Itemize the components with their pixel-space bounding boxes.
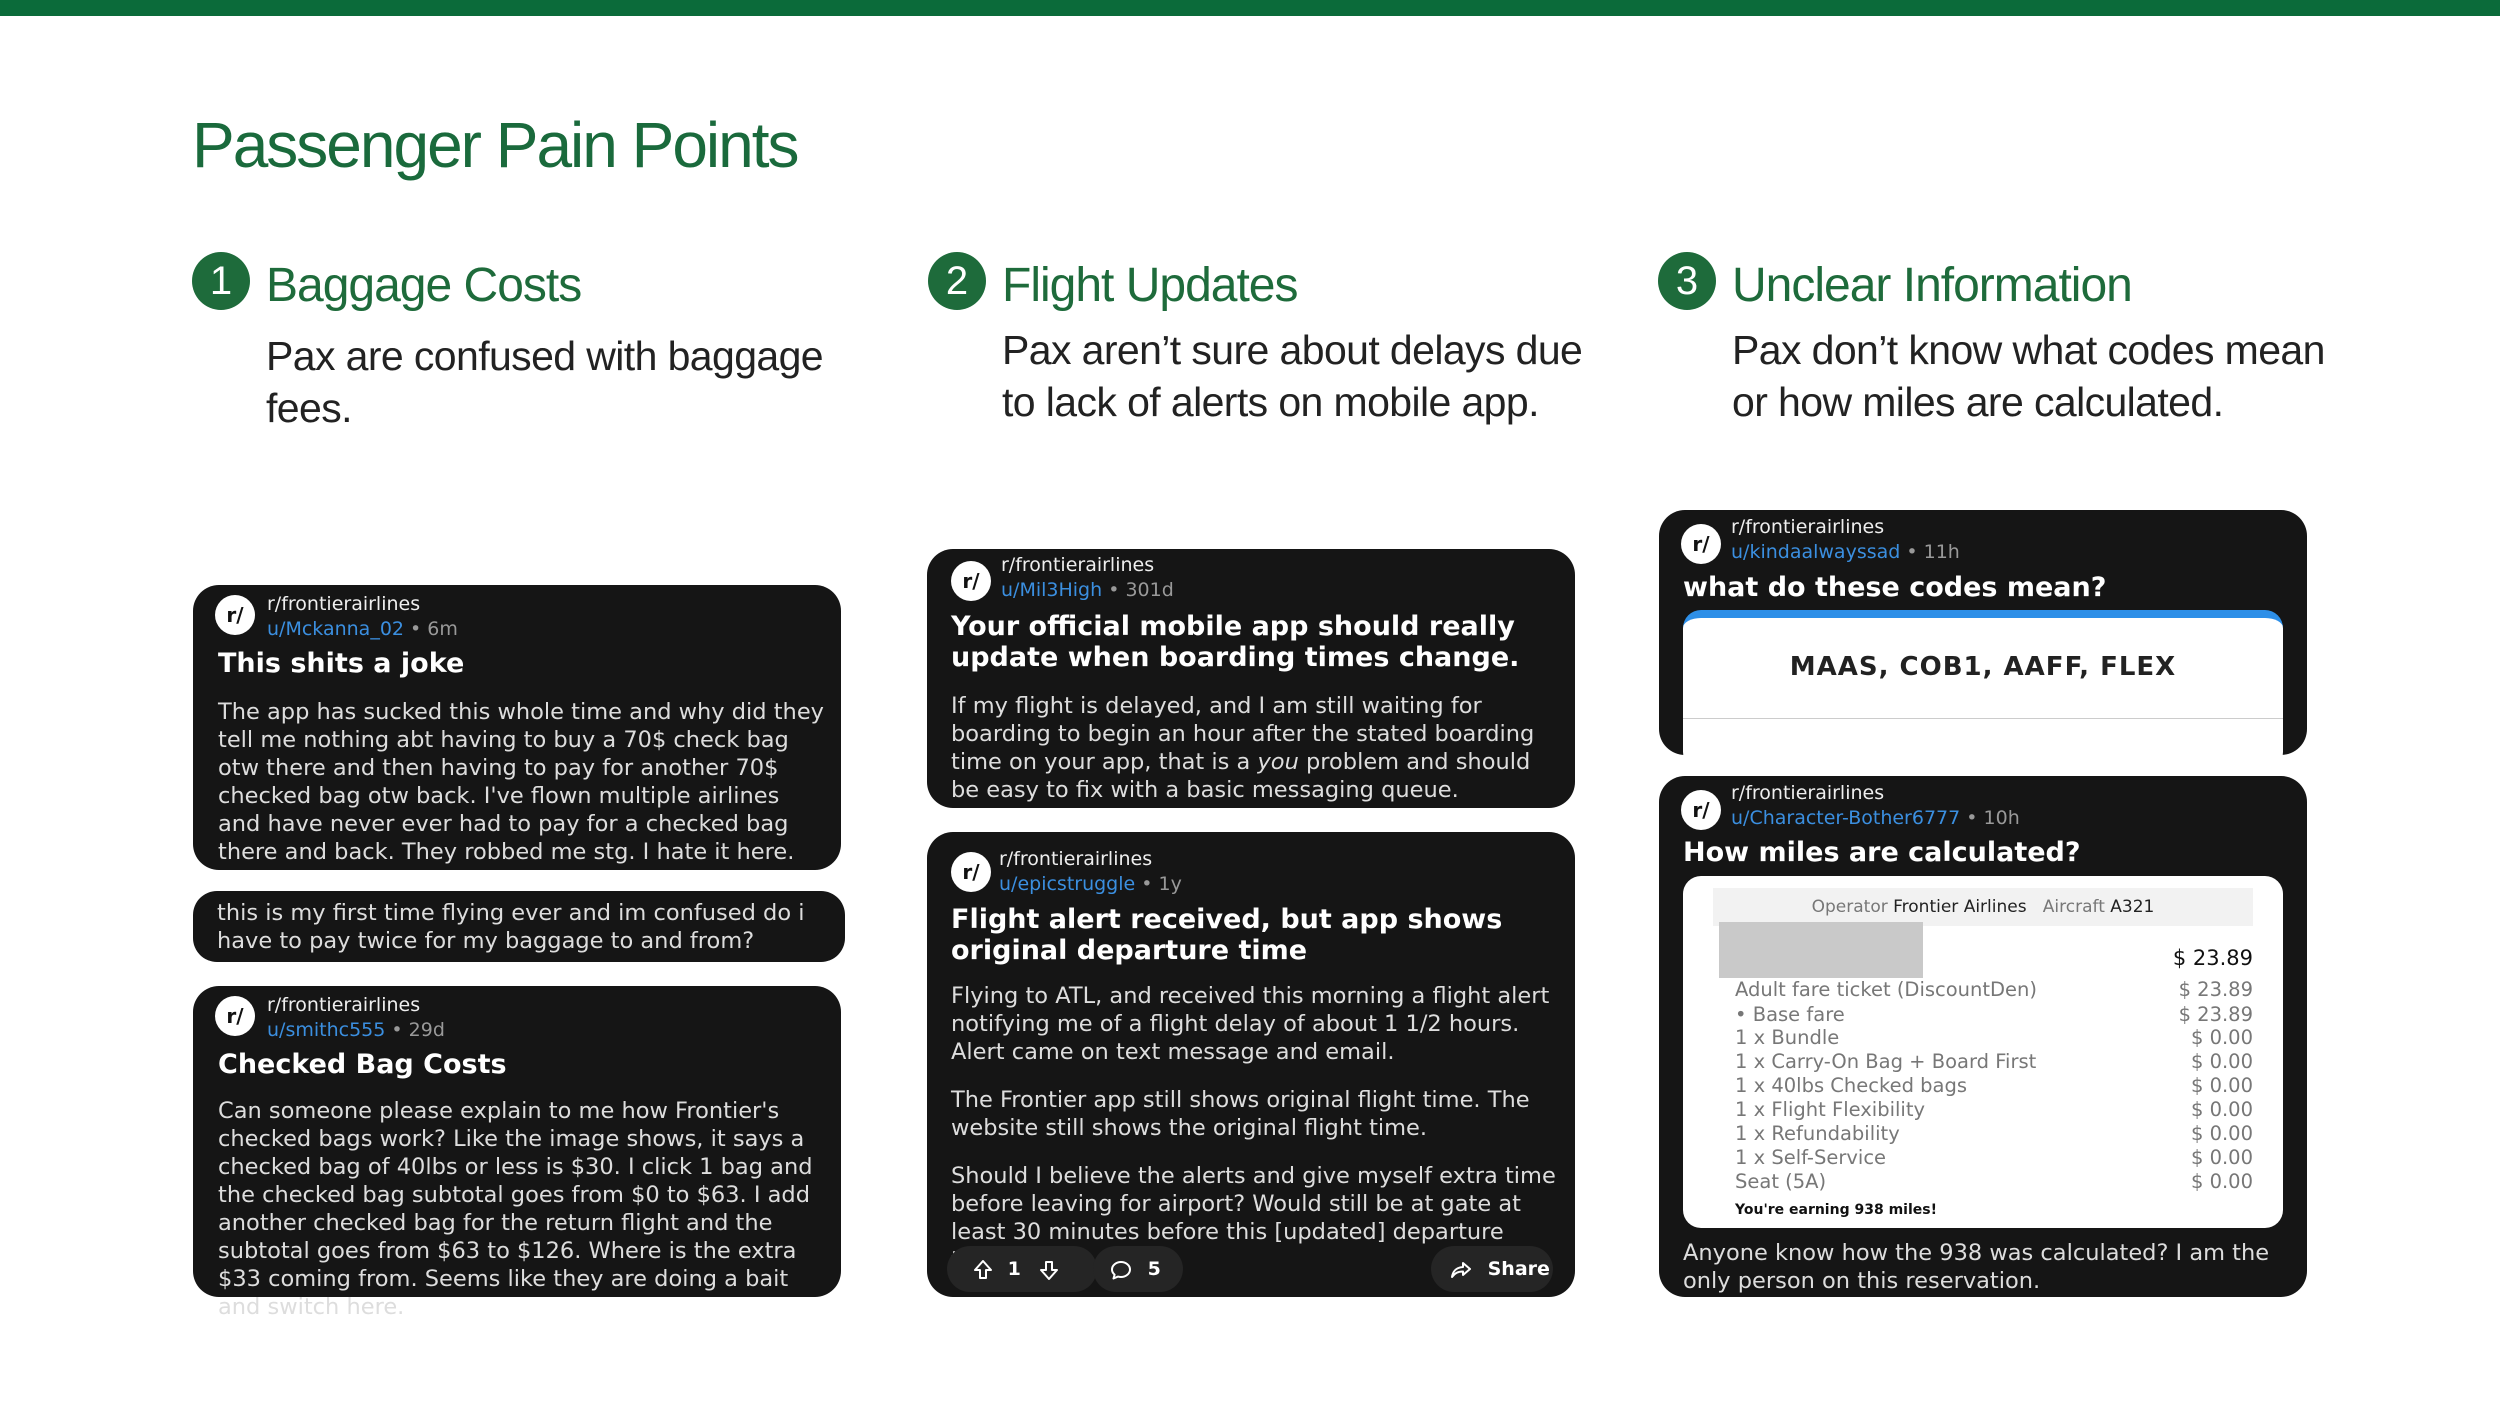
comment-body: this is my first time flying ever and im confused do i have to pay twice for my baggage to and from? <box>217 900 805 954</box>
post-author[interactable]: u/Mckanna_02 • 6m <box>267 618 458 640</box>
receipt-row: Adult fare ticket (DiscountDen) $ 23.89 <box>1735 978 2253 1001</box>
receipt-row: 1 x Refundability $ 0.00 <box>1735 1122 2253 1145</box>
receipt-header: Operator Frontier Airlines Aircraft A321 <box>1713 888 2253 926</box>
post-subreddit[interactable]: r/frontierairlines <box>1731 516 1885 538</box>
page-title: Passenger Pain Points <box>192 109 798 181</box>
section-2-description: Pax aren’t sure about delays due to lack of alerts on mobile app. <box>1002 327 1583 425</box>
vote-buttons[interactable] <box>947 1246 1097 1292</box>
receipt-row: • Base fare $ 23.89 <box>1735 1003 2253 1026</box>
miles-note: You're earning 938 miles! <box>1735 1202 1937 1218</box>
post-body: The app has sucked this whole time and why did they tell me nothing abt having to buy a 70$ check bag otw there and then having to pay for another 70$ checked bag otw back. I've flown multiple airlines and have never ever had to pay for a checked bag there and back. They robbed me stg. I hate it here. <box>218 699 824 865</box>
section-2-title: Flight Updates <box>1002 259 1298 312</box>
section-1-title: Baggage Costs <box>266 259 582 312</box>
post-subreddit[interactable]: r/frontierairlines <box>1001 554 1155 576</box>
post-body: If my flight is delayed, and I am still waiting for boarding to begin an hour after the stated boarding time on your app, that is a you problem and should be easy to fix with a basic messaging queue. <box>951 693 1535 803</box>
codes-screenshot <box>1683 610 2283 770</box>
codes-text: MAAS, COB1, AAFF, FLEX <box>1789 652 2177 682</box>
section-3-title: Unclear Information <box>1732 259 2132 312</box>
post-body: Anyone know how the 938 was calculated? I am the only person on this reservation. <box>1683 1240 2270 1294</box>
post-subreddit[interactable]: r/frontierairlines <box>1731 782 1885 804</box>
post-author[interactable]: u/smithc555 • 29d <box>267 1019 445 1041</box>
comments-button[interactable] <box>1093 1246 1183 1292</box>
reddit-logo-icon: r/ <box>215 595 255 635</box>
reddit-post-codes[interactable] <box>1659 510 2307 755</box>
redacted-block <box>1719 922 1923 978</box>
downvote-icon[interactable] <box>1037 1258 1061 1280</box>
post-paragraph: Should I believe the alerts and give myself extra time before leaving for airport? Would still be at gate at least 30 minutes before this [updated] departure <box>951 1163 1556 1245</box>
section-1-number: 1 <box>192 252 250 310</box>
reddit-post-miles[interactable] <box>1659 776 2307 1297</box>
share-label: Share <box>1487 1258 1550 1280</box>
receipt-row: 1 x Bundle $ 0.00 <box>1735 1026 2253 1049</box>
reddit-logo-icon: r/ <box>1681 790 1721 830</box>
receipt-row: 1 x Flight Flexibility $ 0.00 <box>1735 1098 2253 1121</box>
reddit-post-mobile-app-update[interactable] <box>927 549 1575 808</box>
receipt-total: $ 23.89 <box>2172 946 2253 970</box>
post-title[interactable]: what do these codes mean? <box>1683 572 2107 603</box>
upvote-count: 1 <box>1007 1258 1021 1280</box>
post-subreddit[interactable]: r/frontierairlines <box>999 848 1153 870</box>
divider <box>1683 718 2283 719</box>
section-3-number: 3 <box>1658 252 1716 310</box>
receipt-row: 1 x Carry-On Bag + Board First $ 0.00 <box>1735 1050 2253 1073</box>
post-title[interactable]: Your official mobile app should really update when boarding times change. <box>951 611 1520 673</box>
post-title[interactable]: Flight alert received, but app shows original departure time <box>951 904 1503 966</box>
reddit-post-checked-bag-costs[interactable] <box>193 986 841 1320</box>
reddit-comment[interactable] <box>193 891 845 962</box>
post-body: Can someone please explain to me how Frontier's checked bags work? Like the image shows, it says a checked bag of 40lbs or less is $30. I click 1 bag and the checked bag subtotal goes from $0 to $63. I add another checked bag for the return flight and the subtotal goes from $63 to $126. Where is the extra $33 coming from. Seems like they are doing a bait and switch here. <box>218 1098 813 1320</box>
post-author[interactable]: u/kindaalwayssad • 11h <box>1731 541 1960 563</box>
receipt-row: 1 x Self-Service $ 0.00 <box>1735 1146 2253 1169</box>
share-button[interactable] <box>1431 1246 1553 1292</box>
comment-count: 5 <box>1147 1258 1161 1280</box>
post-author[interactable]: u/epicstruggle • 1y <box>999 873 1182 895</box>
receipt-screenshot <box>1683 876 2283 1228</box>
reddit-logo-icon: r/ <box>215 996 255 1036</box>
reddit-logo-icon: r/ <box>951 852 991 892</box>
post-title[interactable]: This shits a joke <box>218 648 465 679</box>
receipt-row: Seat (5A) $ 0.00 <box>1735 1170 2253 1193</box>
share-icon <box>1449 1258 1473 1280</box>
reddit-post-flight-alert[interactable] <box>927 832 1575 1297</box>
post-title[interactable]: How miles are calculated? <box>1683 837 2081 868</box>
section-3-description: Pax don’t know what codes mean or how miles are calculated. <box>1732 327 2325 425</box>
section-2-number: 2 <box>928 252 986 310</box>
reddit-post-baggage-joke[interactable] <box>193 585 841 870</box>
reddit-logo-icon: r/ <box>951 561 991 601</box>
reddit-logo-icon: r/ <box>1681 524 1721 564</box>
post-paragraph: The Frontier app still shows original flight time. The website still shows the original flight time. <box>951 1087 1530 1141</box>
post-author[interactable]: u/Character-Bother6777 • 10h <box>1731 807 2020 829</box>
post-title[interactable]: Checked Bag Costs <box>218 1049 507 1080</box>
section-1-description: Pax are confused with baggage fees. <box>266 333 824 431</box>
post-subreddit[interactable]: r/frontierairlines <box>267 593 421 615</box>
upvote-icon[interactable] <box>971 1258 995 1280</box>
post-subreddit[interactable]: r/frontierairlines <box>267 994 421 1016</box>
receipt-row: 1 x 40lbs Checked bags $ 0.00 <box>1735 1074 2253 1097</box>
post-author[interactable]: u/Mil3High • 301d <box>1001 579 1174 601</box>
post-paragraph: Flying to ATL, and received this morning a flight alert notifying me of a flight delay of about 1 1/2 hours. Alert came on text message and email. <box>951 983 1550 1065</box>
comment-bubble-icon <box>1109 1258 1133 1280</box>
top-accent-bar <box>0 0 2500 16</box>
